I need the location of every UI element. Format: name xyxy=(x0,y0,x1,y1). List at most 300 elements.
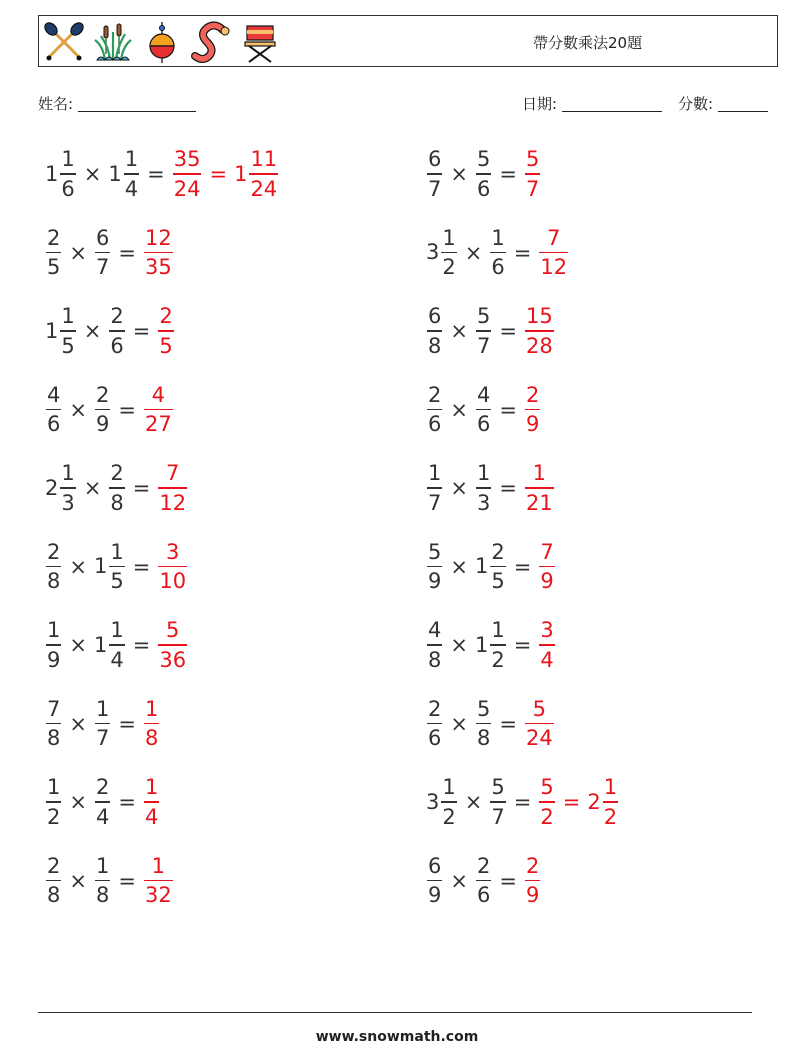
times-sign: × xyxy=(83,476,102,500)
fraction-bar xyxy=(144,252,173,253)
equals-sign: = xyxy=(118,397,136,422)
fraction xyxy=(95,854,110,907)
fraction-bar xyxy=(603,801,618,802)
fraction-bar xyxy=(490,644,505,645)
equals-sign: = xyxy=(499,319,517,343)
equals-sign: = xyxy=(132,633,151,657)
fraction-bar xyxy=(46,252,61,253)
equals-sign: = xyxy=(118,240,136,265)
fraction xyxy=(95,775,110,828)
equals-sign: = xyxy=(499,162,517,186)
fraction-bar xyxy=(539,801,554,802)
fishing-float-icon xyxy=(140,20,184,64)
denominator: 24 xyxy=(525,726,553,751)
numerator: 1 xyxy=(95,853,110,878)
times-sign: × xyxy=(69,868,87,893)
fraction xyxy=(525,854,540,907)
denominator: 9 xyxy=(525,412,540,437)
numerator: 1 xyxy=(428,461,442,486)
numerator: 5 xyxy=(540,775,554,800)
denominator: 7 xyxy=(95,726,110,751)
problem-4 xyxy=(426,222,569,284)
score-field xyxy=(678,93,768,114)
denominator: 2 xyxy=(442,804,456,829)
numerator: 5 xyxy=(476,304,491,329)
fraction-bar xyxy=(60,487,75,488)
denominator: 5 xyxy=(47,255,61,280)
fraction xyxy=(158,304,173,357)
fraction xyxy=(46,226,61,279)
worm-icon xyxy=(189,20,233,64)
times-sign: × xyxy=(450,319,468,343)
times-sign: × xyxy=(83,162,102,186)
cattail-icon xyxy=(91,20,135,64)
problem-7 xyxy=(45,379,174,441)
fraction xyxy=(603,775,618,828)
numerator: 11 xyxy=(250,147,278,172)
fraction-bar xyxy=(46,566,61,567)
fraction-bar xyxy=(427,880,442,881)
fraction xyxy=(427,540,442,593)
denominator: 7 xyxy=(95,255,110,280)
score-label: 分數: xyxy=(678,95,714,113)
fraction-bar xyxy=(539,566,554,567)
numerator: 3 xyxy=(540,618,554,643)
fraction-bar xyxy=(476,173,491,174)
numerator: 2 xyxy=(110,461,124,486)
answer xyxy=(538,226,569,279)
denominator: 28 xyxy=(525,333,553,358)
times-sign: × xyxy=(69,711,87,736)
whole-number: 1 xyxy=(45,161,59,186)
denominator: 5 xyxy=(61,333,75,358)
fraction-bar xyxy=(95,880,110,881)
denominator: 27 xyxy=(144,412,172,437)
problem-1 xyxy=(45,143,279,205)
name-blank[interactable] xyxy=(78,96,196,112)
fraction-bar xyxy=(109,644,124,645)
numerator: 2 xyxy=(476,853,491,878)
fraction xyxy=(95,383,110,436)
fraction-bar xyxy=(109,330,124,331)
numerator: 1 xyxy=(47,618,61,643)
numerator: 6 xyxy=(428,147,442,172)
numerator: 2 xyxy=(525,853,540,878)
answer xyxy=(538,775,619,828)
times-sign: × xyxy=(464,240,483,265)
fraction xyxy=(60,304,75,357)
fraction xyxy=(525,147,540,200)
denominator: 6 xyxy=(491,255,505,280)
problem-18 xyxy=(426,771,619,833)
fraction-bar xyxy=(525,487,554,488)
numerator: 5 xyxy=(428,539,442,564)
numerator: 5 xyxy=(476,147,491,172)
numerator: 2 xyxy=(525,382,540,407)
equals-sign: = xyxy=(132,554,151,579)
equals-sign: = xyxy=(118,790,136,814)
problem-12 xyxy=(426,536,556,598)
date-label: 日期: xyxy=(522,95,558,113)
denominator: 7 xyxy=(428,490,442,515)
answer-equals-sign: = xyxy=(209,161,228,186)
whole-number: 1 xyxy=(234,161,248,186)
fraction-bar xyxy=(158,330,173,331)
numerator: 4 xyxy=(47,382,61,407)
fraction-bar xyxy=(95,801,110,802)
fraction xyxy=(109,618,124,671)
denominator: 12 xyxy=(159,490,187,515)
fraction xyxy=(539,226,568,279)
header-icons xyxy=(42,20,282,64)
fraction-bar xyxy=(144,801,159,802)
fraction-bar xyxy=(427,487,442,488)
answer xyxy=(524,461,555,514)
fraction xyxy=(476,854,491,907)
times-sign: × xyxy=(69,397,87,422)
fraction xyxy=(46,697,61,750)
denominator: 7 xyxy=(491,804,505,829)
name-field xyxy=(38,93,196,114)
numerator: 1 xyxy=(110,539,124,564)
fraction xyxy=(46,618,61,671)
fraction xyxy=(427,461,442,514)
problem-19 xyxy=(45,850,174,912)
numerator: 2 xyxy=(159,304,173,329)
equals-sign: = xyxy=(499,397,517,422)
denominator: 9 xyxy=(428,883,442,908)
paddles-icon xyxy=(42,20,86,64)
problem-2 xyxy=(426,143,541,205)
denominator: 8 xyxy=(428,333,442,358)
numerator: 1 xyxy=(61,461,75,486)
fraction xyxy=(158,461,187,514)
fraction-bar xyxy=(490,801,505,802)
fraction xyxy=(427,304,442,357)
footer-divider xyxy=(38,1012,752,1013)
whole-number: 1 xyxy=(93,632,108,657)
problem-17 xyxy=(45,771,160,833)
fraction xyxy=(476,383,491,436)
numerator: 2 xyxy=(428,382,442,407)
fraction-bar xyxy=(95,409,110,410)
fraction-bar xyxy=(476,330,491,331)
denominator: 3 xyxy=(61,490,75,515)
score-blank[interactable] xyxy=(718,96,768,112)
fraction xyxy=(144,226,173,279)
numerator: 2 xyxy=(95,775,110,800)
equals-sign: = xyxy=(513,790,532,814)
fraction xyxy=(124,147,139,200)
problem-16 xyxy=(426,693,555,755)
whole-number: 2 xyxy=(587,789,601,814)
fraction xyxy=(249,147,278,200)
fraction-bar xyxy=(158,566,187,567)
answer xyxy=(524,854,541,907)
fraction xyxy=(46,540,61,593)
denominator: 4 xyxy=(144,804,159,829)
denominator: 8 xyxy=(144,726,159,751)
denominator: 8 xyxy=(47,726,61,751)
denominator: 6 xyxy=(47,412,61,437)
numerator: 5 xyxy=(532,696,547,721)
denominator: 6 xyxy=(476,412,491,437)
problem-13 xyxy=(45,614,188,676)
numerator: 2 xyxy=(47,539,61,564)
fraction-bar xyxy=(427,330,442,331)
denominator: 5 xyxy=(110,569,124,594)
equals-sign: = xyxy=(118,711,136,736)
fraction xyxy=(60,147,75,200)
denominator: 8 xyxy=(476,726,491,751)
numerator: 5 xyxy=(476,696,491,721)
denominator: 4 xyxy=(540,647,554,672)
times-sign: × xyxy=(450,633,468,657)
problem-6 xyxy=(426,300,555,362)
fraction xyxy=(490,226,505,279)
times-sign: × xyxy=(450,554,468,579)
times-sign: × xyxy=(450,868,468,893)
numerator: 1 xyxy=(144,696,159,721)
fraction-bar xyxy=(525,330,554,331)
denominator: 21 xyxy=(525,490,553,515)
equals-sign: = xyxy=(132,476,151,500)
numerator: 35 xyxy=(173,147,201,172)
fraction xyxy=(109,461,124,514)
numerator: 6 xyxy=(95,225,110,250)
denominator: 7 xyxy=(525,176,540,201)
answer xyxy=(538,618,555,671)
answer xyxy=(157,540,188,593)
numerator: 1 xyxy=(124,147,139,172)
problem-3 xyxy=(45,222,174,284)
denominator: 5 xyxy=(159,333,173,358)
whole-number: 2 xyxy=(45,475,59,500)
fraction xyxy=(525,697,554,750)
denominator: 8 xyxy=(95,883,110,908)
answer xyxy=(524,147,541,200)
answer xyxy=(143,854,174,907)
answer xyxy=(524,697,555,750)
whole-number: 1 xyxy=(45,318,59,343)
numerator: 12 xyxy=(144,225,172,250)
numerator: 1 xyxy=(491,225,505,250)
fraction-bar xyxy=(525,723,554,724)
fraction-bar xyxy=(60,330,75,331)
numerator: 7 xyxy=(547,225,561,250)
fraction-bar xyxy=(173,173,202,174)
problem-20 xyxy=(426,850,541,912)
numerator: 1 xyxy=(61,147,75,172)
fraction xyxy=(109,540,124,593)
fraction-bar xyxy=(525,409,540,410)
fraction xyxy=(476,147,491,200)
numerator: 1 xyxy=(442,225,456,250)
fraction-bar xyxy=(490,566,505,567)
denominator: 8 xyxy=(47,569,61,594)
date-blank[interactable] xyxy=(562,96,662,112)
footer-website: www.snowmath.com xyxy=(315,1029,479,1045)
fraction xyxy=(95,226,110,279)
fraction-bar xyxy=(158,644,187,645)
answer xyxy=(172,147,279,200)
whole-number: 1 xyxy=(474,554,489,579)
fraction-bar xyxy=(427,566,442,567)
times-sign: × xyxy=(69,633,87,657)
times-sign: × xyxy=(69,240,87,265)
answer xyxy=(524,383,541,436)
times-sign: × xyxy=(450,162,468,186)
answer-equals-sign: = xyxy=(562,789,581,814)
fraction-bar xyxy=(490,252,505,253)
denominator: 6 xyxy=(428,412,442,437)
fraction xyxy=(476,304,491,357)
numerator: 5 xyxy=(166,618,180,643)
fraction xyxy=(539,618,554,671)
fraction-bar xyxy=(427,723,442,724)
numerator: 2 xyxy=(491,539,505,564)
denominator: 12 xyxy=(540,255,568,280)
answer xyxy=(524,304,555,357)
equals-sign: = xyxy=(513,240,532,265)
fraction-bar xyxy=(46,880,61,881)
numerator: 1 xyxy=(476,461,491,486)
numerator: 6 xyxy=(428,304,442,329)
problem-11 xyxy=(45,536,188,598)
answer xyxy=(143,697,160,750)
denominator: 2 xyxy=(442,255,456,280)
fraction-bar xyxy=(109,566,124,567)
whole-number: 1 xyxy=(93,554,108,579)
fraction xyxy=(490,775,505,828)
fraction xyxy=(427,383,442,436)
fraction xyxy=(441,775,456,828)
denominator: 36 xyxy=(159,647,187,672)
numerator: 15 xyxy=(525,304,553,329)
fraction-bar xyxy=(441,252,456,253)
fraction-bar xyxy=(158,487,187,488)
numerator: 5 xyxy=(525,147,540,172)
equals-sign: = xyxy=(118,868,136,893)
denominator: 24 xyxy=(173,176,201,201)
fraction xyxy=(46,775,61,828)
fraction xyxy=(427,147,442,200)
numerator: 7 xyxy=(47,696,61,721)
fraction xyxy=(525,304,554,357)
denominator: 6 xyxy=(110,333,124,358)
fraction-bar xyxy=(427,644,442,645)
fraction-bar xyxy=(525,173,540,174)
equals-sign: = xyxy=(499,711,517,736)
fraction-bar xyxy=(427,409,442,410)
denominator: 6 xyxy=(476,176,491,201)
denominator: 8 xyxy=(428,647,442,672)
numerator: 1 xyxy=(61,304,75,329)
denominator: 4 xyxy=(124,176,139,201)
problem-15 xyxy=(45,693,160,755)
denominator: 7 xyxy=(476,333,491,358)
numerator: 5 xyxy=(491,775,505,800)
fraction-bar xyxy=(539,252,568,253)
denominator: 6 xyxy=(428,726,442,751)
denominator: 9 xyxy=(540,569,554,594)
times-sign: × xyxy=(450,711,468,736)
numerator: 1 xyxy=(47,775,61,800)
denominator: 2 xyxy=(47,804,61,829)
numerator: 7 xyxy=(166,461,180,486)
numerator: 1 xyxy=(95,696,110,721)
problem-8 xyxy=(426,379,541,441)
answer xyxy=(143,226,174,279)
numerator: 6 xyxy=(428,853,442,878)
equals-sign: = xyxy=(132,319,151,343)
denominator: 24 xyxy=(250,176,278,201)
numerator: 2 xyxy=(47,853,61,878)
times-sign: × xyxy=(464,790,483,814)
denominator: 6 xyxy=(61,176,75,201)
fraction xyxy=(173,147,202,200)
fraction-bar xyxy=(144,880,173,881)
fraction-bar xyxy=(46,409,61,410)
fraction-bar xyxy=(109,487,124,488)
answer xyxy=(143,775,160,828)
fraction xyxy=(525,383,540,436)
fraction xyxy=(539,540,554,593)
problem-10 xyxy=(426,457,555,519)
problem-14 xyxy=(426,614,556,676)
denominator: 9 xyxy=(95,412,110,437)
numerator: 2 xyxy=(95,382,110,407)
fraction-bar xyxy=(539,644,554,645)
fraction xyxy=(539,775,554,828)
whole-number: 3 xyxy=(426,240,440,265)
fraction xyxy=(109,304,124,357)
fraction xyxy=(144,383,173,436)
equals-sign: = xyxy=(513,633,532,657)
fraction xyxy=(476,697,491,750)
camp-chair-icon xyxy=(238,20,282,64)
equals-sign: = xyxy=(499,868,517,893)
problem-9 xyxy=(45,457,188,519)
denominator: 5 xyxy=(491,569,505,594)
denominator: 2 xyxy=(540,804,554,829)
fraction xyxy=(60,461,75,514)
answer xyxy=(143,383,174,436)
fraction-bar xyxy=(144,723,159,724)
equals-sign: = xyxy=(147,162,165,186)
fraction xyxy=(158,618,187,671)
numerator: 1 xyxy=(603,775,618,800)
denominator: 35 xyxy=(144,255,172,280)
equals-sign: = xyxy=(499,476,517,500)
fraction-bar xyxy=(476,723,491,724)
numerator: 3 xyxy=(166,539,180,564)
numerator: 1 xyxy=(532,461,547,486)
fraction-bar xyxy=(124,173,139,174)
denominator: 9 xyxy=(47,647,61,672)
denominator: 10 xyxy=(159,569,187,594)
fraction xyxy=(144,775,159,828)
whole-number: 1 xyxy=(474,632,489,657)
denominator: 7 xyxy=(428,176,442,201)
fraction-bar xyxy=(441,801,456,802)
times-sign: × xyxy=(69,554,87,579)
denominator: 6 xyxy=(476,883,491,908)
fraction-bar xyxy=(46,801,61,802)
denominator: 3 xyxy=(476,490,491,515)
denominator: 8 xyxy=(110,490,124,515)
numerator: 2 xyxy=(47,225,61,250)
